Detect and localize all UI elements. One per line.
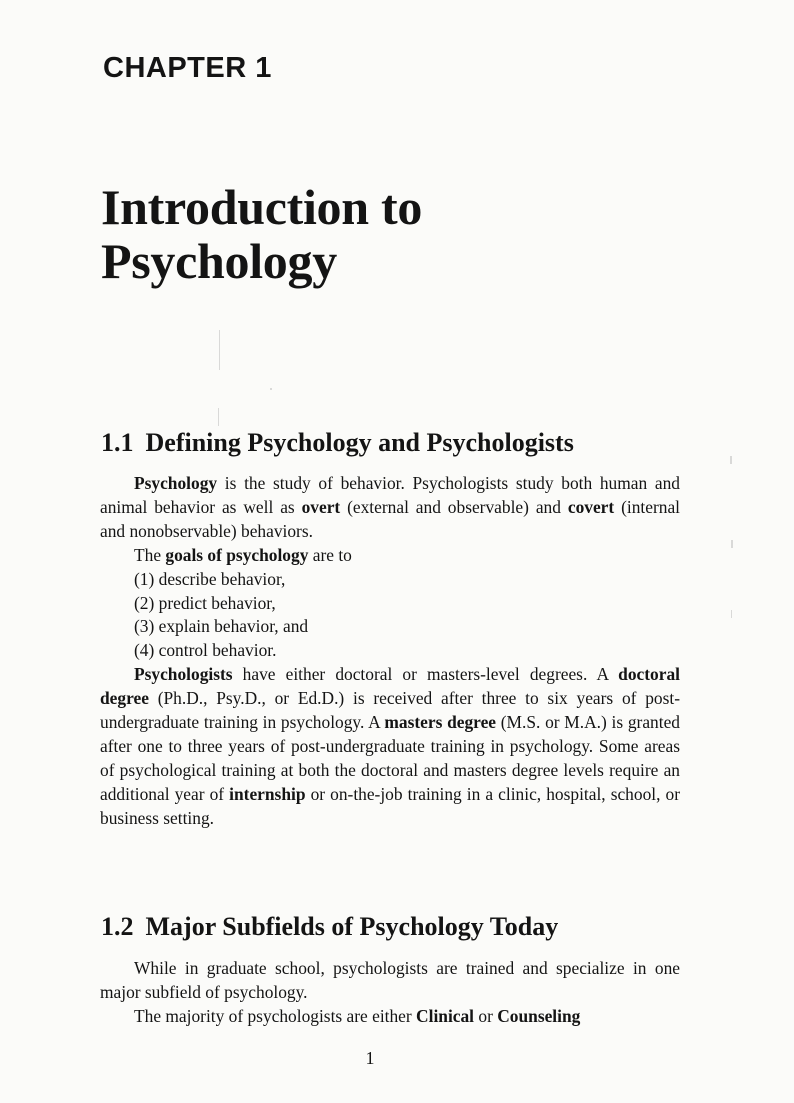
paragraph-subfields: While in graduate school, psychologists are trained and specialize in one major subfield of psychology. xyxy=(100,958,680,1002)
section-heading-1-1 xyxy=(101,430,574,456)
page-number: 1 xyxy=(365,1048,375,1068)
scan-artifact xyxy=(218,408,219,426)
term-masters-degree: masters degree xyxy=(384,712,497,733)
section-1-2-body xyxy=(100,957,680,1029)
term-counseling: Counseling xyxy=(497,1005,581,1026)
paragraph-text: are to xyxy=(308,544,352,565)
paragraph-text: (internal and nonobservable) behaviors. xyxy=(100,496,680,541)
term-psychology: Psychology xyxy=(134,473,218,493)
paragraph-text: or xyxy=(474,1005,498,1026)
scan-artifact xyxy=(219,330,220,370)
list-item: (3) explain behavior, and xyxy=(134,616,309,637)
list-item: (4) control behavior. xyxy=(134,640,277,661)
term-covert: covert xyxy=(567,496,615,517)
paragraph-definition xyxy=(100,472,680,544)
chapter-label: CHAPTER 1 xyxy=(103,52,272,84)
paragraph-text: The xyxy=(134,544,166,565)
section-title: Defining Psychology and Psychologists xyxy=(145,428,574,457)
paragraph-goals-intro xyxy=(100,544,680,568)
scan-artifact xyxy=(731,610,732,618)
section-heading-1-2 xyxy=(101,914,558,940)
section-1-1-body xyxy=(100,472,680,831)
scan-artifact xyxy=(731,540,733,548)
term-psychologists: Psychologists xyxy=(134,664,233,685)
term-internship: internship xyxy=(229,783,306,804)
paragraph-text: or on-the-job training in a clinic, hospital, school, or business setting. xyxy=(100,783,680,828)
term-overt: overt xyxy=(301,496,341,517)
list-item: (1) describe behavior, xyxy=(134,568,286,589)
paragraph-psychologists xyxy=(100,663,680,830)
term-goals-of-psychology: goals of psychology xyxy=(165,544,309,565)
paragraph-text: (Ph.D., Psy.D., or Ed.D.) is received after three to six years of post-undergraduate training in psychology. A xyxy=(100,688,680,733)
chapter-title-line1: Introduction to xyxy=(101,179,423,235)
term-doctoral-degree: doctoral degree xyxy=(100,664,680,709)
paragraph-text: (M.S. or M.A.) is granted after one to three years of post-undergraduate training in psychology. Some areas of psychological training at both the doctoral and masters degree levels require an additional year of xyxy=(100,712,680,804)
section-number: 1.1 xyxy=(101,428,134,457)
chapter-title xyxy=(101,180,422,288)
paragraph-text: The majority of psychologists are either xyxy=(134,1005,417,1026)
list-item: (2) predict behavior, xyxy=(134,592,276,613)
paragraph-majority xyxy=(100,1005,680,1029)
paragraph-text: (external and observable) and xyxy=(340,496,568,517)
section-number: 1.2 xyxy=(101,912,134,941)
chapter-title-line2: Psychology xyxy=(101,233,337,289)
paragraph-text: is the study of behavior. Psychologists study both human and animal behavior as well as xyxy=(100,473,680,517)
term-clinical: Clinical xyxy=(416,1005,475,1026)
scan-artifact xyxy=(270,388,272,390)
scan-artifact xyxy=(730,456,732,464)
section-title: Major Subfields of Psychology Today xyxy=(145,912,559,941)
paragraph-text: have either doctoral or masters-level degrees. A xyxy=(232,664,619,685)
